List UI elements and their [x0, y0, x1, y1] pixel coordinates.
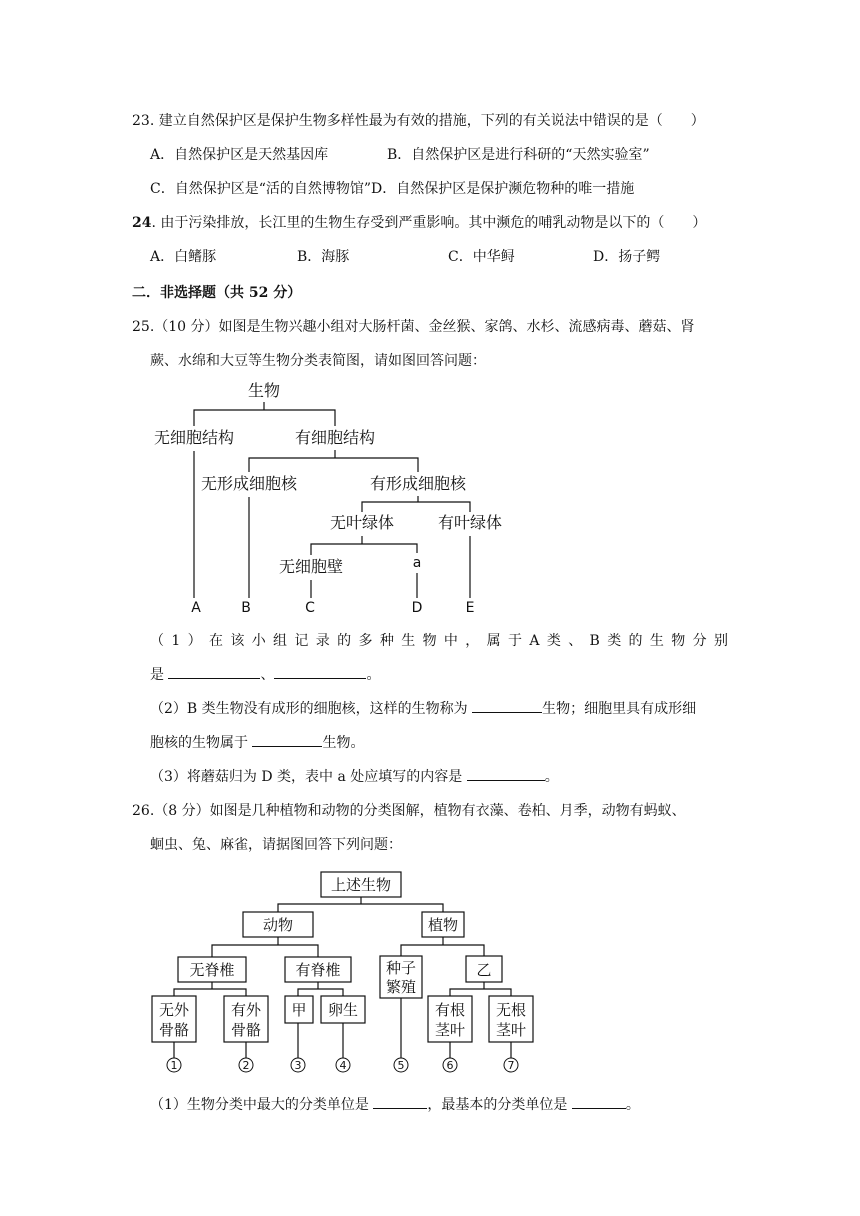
q24-option-a: A．白鳍豚: [150, 249, 217, 265]
q26-label-seed-2: 繁殖: [385, 978, 417, 996]
q25-node-a: a: [412, 555, 422, 571]
q26-label-seed-1: 种子: [385, 959, 417, 977]
q24-option-c: C．中华鲟: [448, 249, 515, 265]
q25-node-no-chloroplast: 无叶绿体: [329, 513, 395, 532]
q24-number: 24: [132, 215, 152, 231]
q26-label-exo-2: 骨骼: [230, 1021, 262, 1039]
q26-stem-line1: 26.（8 分）如图是几种植物和动物的分类图解，植物有衣藻、卷柏、月季，动物有蚂蚁、: [132, 803, 686, 819]
svg-text:6: 6: [446, 1059, 454, 1072]
q25-node-no-nucleus: 无形成细胞核: [200, 474, 298, 493]
q26-label-exo-1: 有外: [230, 1001, 262, 1019]
q25-answer-blank-a[interactable]: [168, 664, 260, 679]
q25-sub1-line2: [150, 664, 380, 684]
q25-sub1-line1: （1）在该小组记录的多种生物中，属于A类、B类的生物分别: [150, 633, 728, 649]
q26-sub1: [150, 1094, 640, 1114]
q26-label-jia: 甲: [291, 1001, 307, 1019]
q25-sub2-line2: [150, 732, 364, 752]
q24-option-d: D．扬子鳄: [593, 249, 661, 265]
q25-answer-blank-prokaryote[interactable]: [472, 698, 542, 713]
q25-sub1-end: 。: [366, 667, 381, 683]
svg-text:3: 3: [294, 1059, 302, 1072]
q25-node-no-cell-wall: 无细胞壁: [278, 557, 344, 576]
q26-label-oviparous: 卵生: [327, 1001, 359, 1019]
q25-leaf-e: E: [465, 600, 475, 616]
q26-circle-1: [167, 1058, 181, 1072]
q25-leaf-d: D: [411, 600, 423, 616]
q26-sub1-middle: ，最基本的分类单位是: [427, 1097, 572, 1113]
q25-sub1-separator: 、: [260, 667, 275, 683]
q25-sub3: [150, 766, 559, 786]
section-header: 二．非选择题（共 52 分）: [132, 285, 302, 301]
q26-label-animal: 动物: [262, 916, 294, 934]
q25-stem-line2: 蕨、水绵和大豆等生物分类表简图，请如图回答问题：: [150, 353, 486, 369]
q25-leaf-c: C: [305, 600, 315, 616]
q26-circle-5: [394, 1058, 408, 1072]
q24-stem-text: . 由于污染排放，长江里的生物生存受到严重影响。其中濒危的哺乳动物是以下的（ ）: [151, 215, 707, 231]
q25-sub1-prefix: 是: [150, 667, 169, 683]
q25-answer-blank-b[interactable]: [274, 664, 366, 679]
q25-stem-line1: 25.（10 分）如图是生物兴趣小组对大肠杆菌、金丝猴、家鸽、水杉、流感病毒、蘑菇、肾: [132, 319, 695, 335]
q25-sub2-line1: [150, 698, 696, 718]
q26-label-no-root-2: 茎叶: [495, 1021, 527, 1039]
q25-node-cell: 有细胞结构: [294, 428, 376, 447]
q26-circle-2: [239, 1058, 253, 1072]
svg-text:7: 7: [507, 1059, 515, 1072]
svg-text:1: 1: [170, 1059, 178, 1072]
q26-label-invertebrate: 无脊椎: [189, 961, 235, 979]
q26-answer-blank-largest[interactable]: [373, 1094, 427, 1109]
q25-answer-blank-eukaryote[interactable]: [252, 732, 322, 747]
q25-sub3-end: 。: [544, 769, 559, 785]
q23-option-b: B．自然保护区是进行科研的“天然实验室”: [387, 147, 650, 163]
q25-node-root: 生物: [247, 381, 281, 400]
q26-circle-7: [504, 1058, 518, 1072]
q25-leaf-b: B: [241, 600, 251, 616]
q26-sub1-prefix: （1）生物分类中最大的分类单位是: [150, 1097, 374, 1113]
q25-sub2b-prefix: 胞核的生物属于: [150, 735, 253, 751]
q26-classification-diagram: [0, 865, 860, 1080]
q24-option-b: B．海豚: [297, 249, 350, 265]
q26-label-no-root-1: 无根: [495, 1001, 527, 1019]
q26-circle-4: [336, 1058, 350, 1072]
svg-text:2: 2: [242, 1059, 250, 1072]
q25-node-no-cell: 无细胞结构: [153, 428, 235, 447]
q25-answer-blank-a-label[interactable]: [467, 766, 545, 781]
q26-stem-line2: 蛔虫、兔、麻雀，请据图回答下列问题：: [150, 837, 402, 853]
q26-label-root-2: 茎叶: [434, 1021, 466, 1039]
q25-classification-diagram: [0, 370, 860, 630]
svg-text:4: 4: [339, 1059, 347, 1072]
q23-option-a: A．自然保护区是天然基因库: [150, 147, 329, 163]
q25-sub2-prefix: （2）B 类生物没有成形的细胞核，这样的生物称为: [150, 701, 473, 717]
q23-options-cd: C．自然保护区是“活的自然博物馆”D．自然保护区是保护濒危物种的唯一措施: [150, 181, 635, 197]
q26-label-no-exo-1: 无外: [158, 1001, 190, 1019]
svg-text:5: 5: [397, 1059, 405, 1072]
q26-circle-3: [291, 1058, 305, 1072]
q26-label-no-exo-2: 骨骼: [158, 1021, 190, 1039]
q24-stem: [132, 212, 706, 232]
q25-sub3-prefix: （3）将蘑菇归为 D 类，表中 a 处应填写的内容是: [150, 769, 467, 785]
q26-sub1-end: 。: [625, 1097, 640, 1113]
q25-sub2b-suffix: 生物。: [322, 735, 365, 751]
q23-stem: 23. 建立自然保护区是保护生物多样性最为有效的措施，下列的有关说法中错误的是（ ）: [132, 113, 705, 129]
q26-label-plant: 植物: [427, 916, 459, 934]
q26-label-root-1: 有根: [434, 1001, 466, 1019]
q26-label-yi: 乙: [476, 961, 492, 979]
q26-answer-blank-basic[interactable]: [572, 1094, 626, 1109]
q26-circle-6: [443, 1058, 457, 1072]
q26-label-root: 上述生物: [330, 876, 392, 894]
q25-leaf-a: A: [191, 600, 201, 616]
q25-node-nucleus: 有形成细胞核: [369, 474, 467, 493]
q25-node-chloroplast: 有叶绿体: [437, 513, 503, 532]
q25-sub2-suffix: 生物；细胞里具有成形细: [542, 701, 697, 717]
q26-label-vertebrate: 有脊椎: [295, 961, 341, 979]
